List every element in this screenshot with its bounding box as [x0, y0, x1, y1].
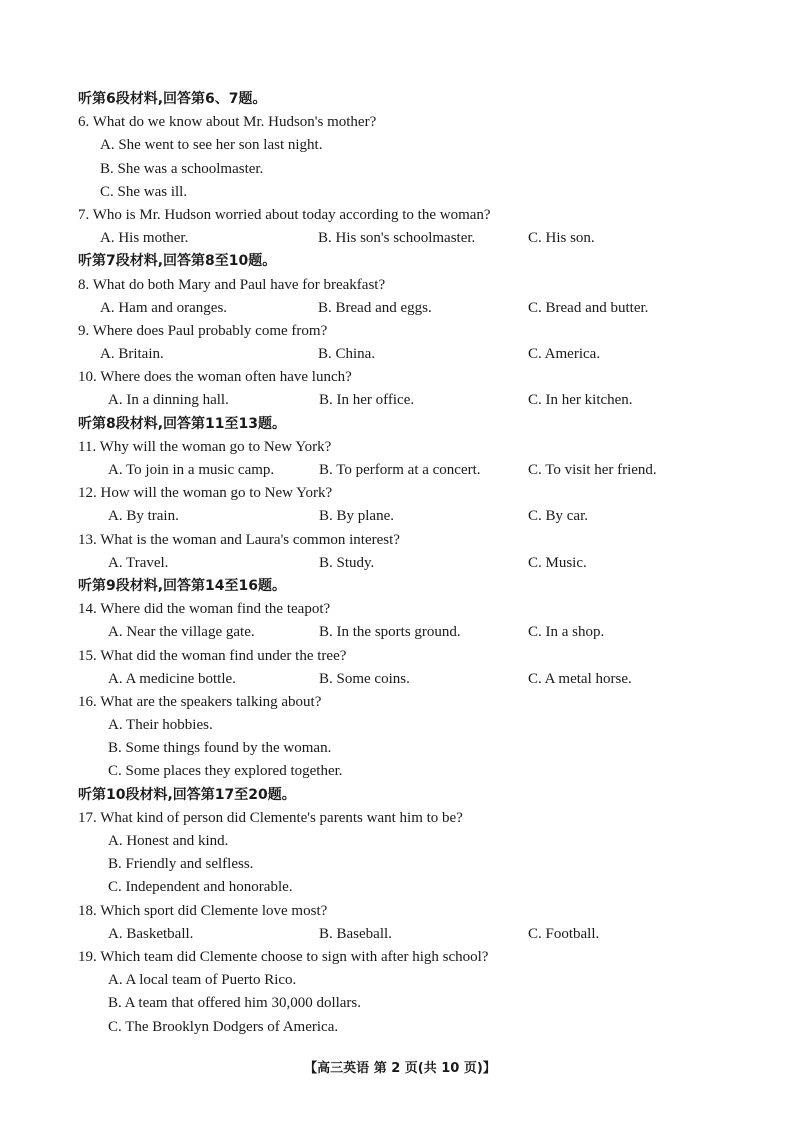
question-13: 13. What is the woman and Laura's common interest? — [78, 531, 400, 548]
option-13b: B. Study. — [319, 554, 375, 571]
option-13a: A. Travel. — [108, 554, 169, 571]
option-16c: C. Some places they explored together. — [108, 763, 343, 780]
option-18c: C. Football. — [528, 925, 600, 942]
options-9 — [78, 343, 718, 366]
option-17a: A. Honest and kind. — [108, 833, 229, 849]
option-16b: B. Some things found by the woman. — [108, 740, 332, 757]
options-14 — [78, 621, 718, 644]
question-17: 17. What kind of person did Clemente's parents want him to be? — [78, 809, 463, 826]
section-heading-8: 听第8段材料,回答第11至13题。 — [78, 415, 287, 432]
option-18a: A. Basketball. — [108, 925, 194, 942]
question-8: 8. What do both Mary and Paul have for breakfast? — [78, 276, 386, 293]
page-footer: 【高三英语 第 2 页(共 10 页)】 — [304, 1061, 496, 1076]
options-15 — [78, 668, 718, 691]
options-10 — [78, 389, 718, 412]
option-7b: B. His son's schoolmaster. — [318, 230, 476, 247]
option-12c: C. By car. — [528, 508, 588, 525]
option-14a: A. Near the village gate. — [108, 624, 255, 641]
options-8 — [78, 297, 718, 320]
question-9: 9. Where does Paul probably come from? — [78, 322, 328, 339]
question-10: 10. Where does the woman often have lunch? — [78, 369, 352, 386]
option-16a: A. Their hobbies. — [108, 717, 213, 734]
question-list — [78, 88, 718, 1039]
option-12a: A. By train. — [108, 508, 179, 525]
options-11 — [78, 459, 718, 482]
options-7 — [78, 227, 718, 250]
option-7c: C. His son. — [528, 230, 595, 247]
option-10c: C. In her kitchen. — [528, 392, 633, 409]
option-11c: C. To visit her friend. — [528, 462, 657, 478]
question-12: 12. How will the woman go to New York? — [78, 485, 333, 502]
section-heading-6: 听第6段材料,回答第6、7题。 — [78, 91, 267, 107]
option-9b: B. China. — [318, 346, 376, 363]
option-14c: C. In a shop. — [528, 624, 605, 641]
option-9a: A. Britain. — [100, 346, 164, 363]
question-15: 15. What did the woman find under the tree? — [78, 647, 347, 664]
question-7: 7. Who is Mr. Hudson worried about today according to the woman? — [78, 206, 491, 223]
option-11b: B. To perform at a concert. — [319, 462, 481, 478]
option-7a: A. His mother. — [100, 230, 189, 247]
option-18b: B. Baseball. — [319, 925, 392, 942]
option-17b: B. Friendly and selfless. — [108, 856, 254, 873]
option-10a: A. In a dinning hall. — [108, 392, 229, 409]
question-14: 14. Where did the woman find the teapot? — [78, 601, 331, 618]
option-19a: A. A local team of Puerto Rico. — [108, 972, 297, 989]
option-15c: C. A metal horse. — [528, 670, 632, 687]
option-8c: C. Bread and butter. — [528, 299, 649, 316]
option-6c: C. She was ill. — [100, 183, 188, 200]
options-13 — [78, 552, 718, 575]
option-19c: C. The Brooklyn Dodgers of America. — [108, 1018, 339, 1035]
option-13c: C. Music. — [528, 554, 587, 571]
option-15b: B. Some coins. — [319, 670, 410, 687]
option-6a: A. She went to see her son last night. — [100, 137, 323, 154]
option-19b: B. A team that offered him 30,000 dollars. — [108, 995, 362, 1012]
section-heading-9: 听第9段材料,回答第14至16题。 — [78, 577, 287, 594]
section-heading-7: 听第7段材料,回答第8至10题。 — [78, 253, 277, 270]
option-17c: C. Independent and honorable. — [108, 879, 293, 896]
question-18: 18. Which sport did Clemente love most? — [78, 902, 328, 919]
option-6b: B. She was a schoolmaster. — [100, 160, 264, 177]
question-16: 16. What are the speakers talking about? — [78, 693, 322, 710]
options-18 — [78, 923, 718, 946]
option-8b: B. Bread and eggs. — [318, 299, 432, 316]
question-6: 6. What do we know about Mr. Hudson's mother? — [78, 114, 377, 131]
options-12 — [78, 505, 718, 528]
question-19: 19. Which team did Clemente choose to sign with after high school? — [78, 948, 489, 965]
option-9c: C. America. — [528, 346, 601, 363]
option-11a: A. To join in a music camp. — [108, 462, 275, 478]
option-12b: B. By plane. — [319, 508, 394, 525]
option-10b: B. In her office. — [319, 392, 415, 409]
option-8a: A. Ham and oranges. — [100, 299, 228, 316]
option-15a: A. A medicine bottle. — [108, 670, 236, 687]
option-14b: B. In the sports ground. — [319, 624, 461, 641]
question-11: 11. Why will the woman go to New York? — [78, 438, 332, 455]
section-heading-10: 听第10段材料,回答第17至20题。 — [78, 786, 296, 803]
